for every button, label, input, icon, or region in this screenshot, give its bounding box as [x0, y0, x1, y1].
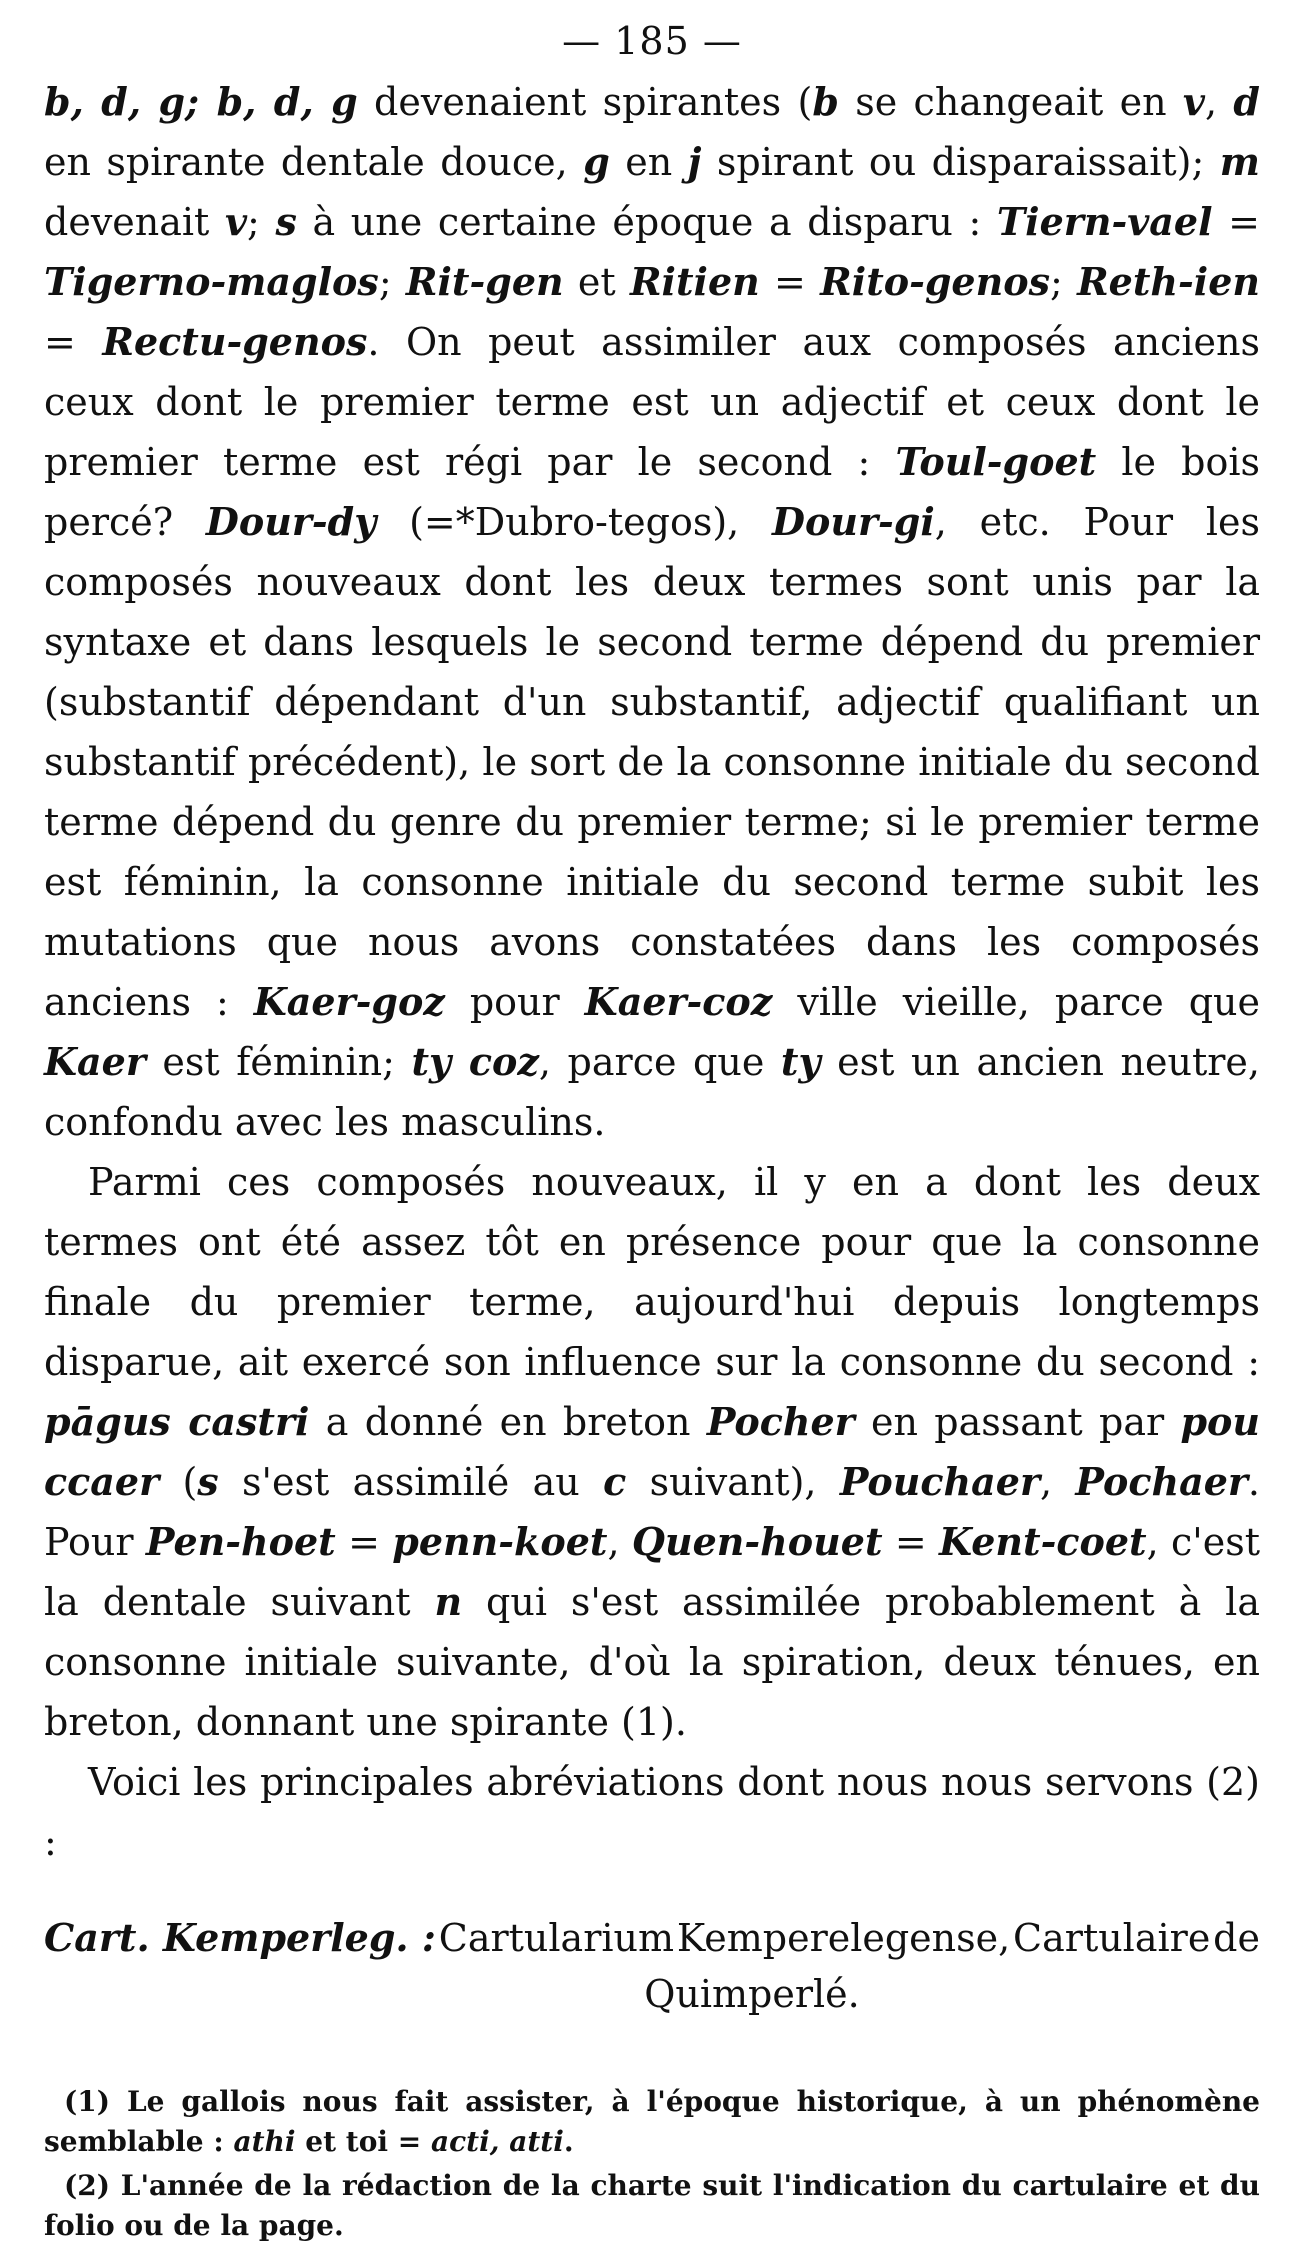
text-span: ; — [247, 200, 276, 244]
text-span: , c'est la dentale suivant — [44, 1520, 1261, 1624]
paragraph-1 — [44, 72, 1260, 1152]
text-span: à une certaine époque a disparu : — [296, 200, 997, 244]
abbreviation-term: Cart. Kemperleg. : — [44, 1915, 436, 1960]
text-span: , etc. Pour les composés nouveaux dont les deux termes sont unis par la syntaxe et dans lesquels le second terme dépend du premier (substantif dépendant d'un substantif, adjectif qualifiant un substantif précédent), le sort de la consonne initiale du second terme dépend du genre du premier terme; si le premier terme est féminin, la consonne initiale du second terme subit les mutations que nous avons constatées dans les composés anciens : — [44, 500, 1260, 1024]
text-span: ty coz — [411, 1039, 539, 1084]
text-span: devenaient spirantes ( — [357, 80, 813, 124]
text-span: Tiern-vael — [996, 199, 1213, 244]
text-span: est féminin; — [145, 1040, 412, 1084]
text-span: ( — [159, 1460, 198, 1504]
text-span: et — [563, 260, 630, 304]
text-span: est un ancien neutre, confondu avec les masculins. — [44, 1040, 1260, 1144]
text-span: Kaer — [44, 1039, 146, 1084]
text-span: Pochaer — [1075, 1459, 1248, 1504]
text-span: Kaer-goz — [253, 979, 445, 1024]
footnote-1 — [44, 2082, 1260, 2162]
text-span: j — [687, 139, 702, 184]
text-span: c — [603, 1459, 627, 1504]
text-span: Reth-ien — [1077, 259, 1261, 304]
text-span: se changeait en — [838, 80, 1183, 124]
text-span: (1) Le gallois nous fait assister, à l'époque historique, à un phénomène semblable : — [44, 2085, 1260, 2158]
text-span: = — [335, 1520, 393, 1564]
page — [44, 18, 1260, 2250]
text-span: ville vieille, parce que — [772, 980, 1260, 1024]
text-span: a donné en breton — [309, 1400, 707, 1444]
text-span: spirant ou disparaissait); — [701, 140, 1220, 184]
text-span: = — [759, 260, 821, 304]
text-span: . — [563, 2125, 574, 2158]
text-span: Ritien — [629, 259, 760, 304]
text-span: Parmi ces composés nouveaux, il y en a dont les deux termes ont été assez tôt en présence pour que la consonne finale du premier terme, aujourd'hui depuis longtemps disparue, ait exercé son influence sur la consonne du second : — [44, 1160, 1260, 1384]
text-span: s'est assimilé au — [218, 1460, 604, 1504]
text-span: , — [1205, 80, 1234, 124]
abbreviation-word: Cartulaire — [1013, 1916, 1211, 1960]
text-span: = — [882, 1520, 940, 1564]
text-span: acti, atti — [430, 2125, 564, 2158]
text-span: penn-koet — [392, 1519, 608, 1564]
text-span: suivant), — [626, 1460, 840, 1504]
text-span: en spirante dentale douce, — [44, 140, 584, 184]
text-span: Kaer-coz — [584, 979, 773, 1024]
page-number: — 185 — — [562, 19, 742, 63]
text-span: , parce que — [538, 1040, 781, 1084]
abbreviation-word: de — [1213, 1916, 1260, 1960]
text-span: , — [1039, 1460, 1076, 1504]
text-span: Toul-goet — [895, 439, 1097, 484]
text-span: v — [224, 199, 248, 244]
text-span: ; — [378, 260, 406, 304]
text-span: Rit-gen — [405, 259, 564, 304]
abbreviation-word: Cartularium — [438, 1916, 675, 1960]
text-span: en — [609, 140, 688, 184]
text-span: s — [197, 1459, 219, 1504]
text-span: v — [1182, 79, 1206, 124]
text-span: = — [1212, 200, 1260, 244]
text-span: Tigerno-maglos — [44, 259, 379, 304]
abbreviation-entry — [44, 1910, 1260, 2022]
text-span: en passant par — [854, 1400, 1181, 1444]
text-span: b, d, g; b, d, g — [44, 79, 358, 124]
text-span: pāgus castri — [44, 1399, 310, 1444]
footnote-2: (2) L'année de la rédaction de la charte suit l'indication du cartulaire et du folio ou de la page. — [44, 2169, 1260, 2242]
text-span: Quen-houet — [631, 1519, 883, 1564]
text-span: pou ccaer — [44, 1399, 1260, 1504]
text-span: Kent-coet — [939, 1519, 1147, 1564]
text-span: Dour-dy — [205, 499, 377, 544]
paragraph-3: Voici les principales abréviations dont nous nous servons (2) : — [44, 1760, 1260, 1864]
text-span: qui s'est assimilée probablement à la consonne initiale suivante, d'où la spiration, deux ténues, en breton, donnant une spirante (1). — [44, 1580, 1260, 1744]
footnotes — [44, 2082, 1260, 2246]
text-span: (=*Dubro-tegos), — [376, 500, 773, 544]
text-span: s — [275, 199, 297, 244]
text-span: , — [607, 1520, 632, 1564]
text-span: d — [1233, 79, 1260, 124]
text-span: Rectu-genos — [102, 319, 368, 364]
text-span: Rito-genos — [820, 259, 1050, 304]
text-span: ; — [1049, 260, 1078, 304]
text-span: Pocher — [706, 1399, 855, 1444]
text-span: ty — [780, 1039, 821, 1084]
text-span: . On peut assimiler aux composés anciens ceux dont le premier terme est un adjectif et ceux dont le premier terme est régi par le second : — [44, 320, 1261, 484]
text-span: athi — [233, 2125, 296, 2158]
abbreviation-word: Kemperelegense, — [676, 1916, 1011, 1960]
text-span: g — [583, 139, 610, 184]
text-span: et toi = — [295, 2125, 431, 2158]
text-span: Pouchaer — [839, 1459, 1040, 1504]
body-text — [44, 72, 1260, 1872]
text-span: devenait — [44, 200, 225, 244]
text-span: pour — [444, 980, 585, 1024]
text-span: . Pour — [44, 1460, 1260, 1564]
text-span: = — [44, 320, 103, 364]
abbreviation-line-1 — [44, 1910, 1260, 1966]
text-span: Dour-gi — [772, 499, 935, 544]
text-span: m — [1219, 139, 1260, 184]
text-span: b — [812, 79, 839, 124]
paragraph-2 — [44, 1152, 1260, 1752]
abbreviation-line-2: Quimperlé. — [644, 1972, 860, 2016]
text-span: Pen-hoet — [145, 1519, 336, 1564]
text-span: le bois percé? — [44, 440, 1260, 544]
text-span: n — [434, 1579, 463, 1624]
